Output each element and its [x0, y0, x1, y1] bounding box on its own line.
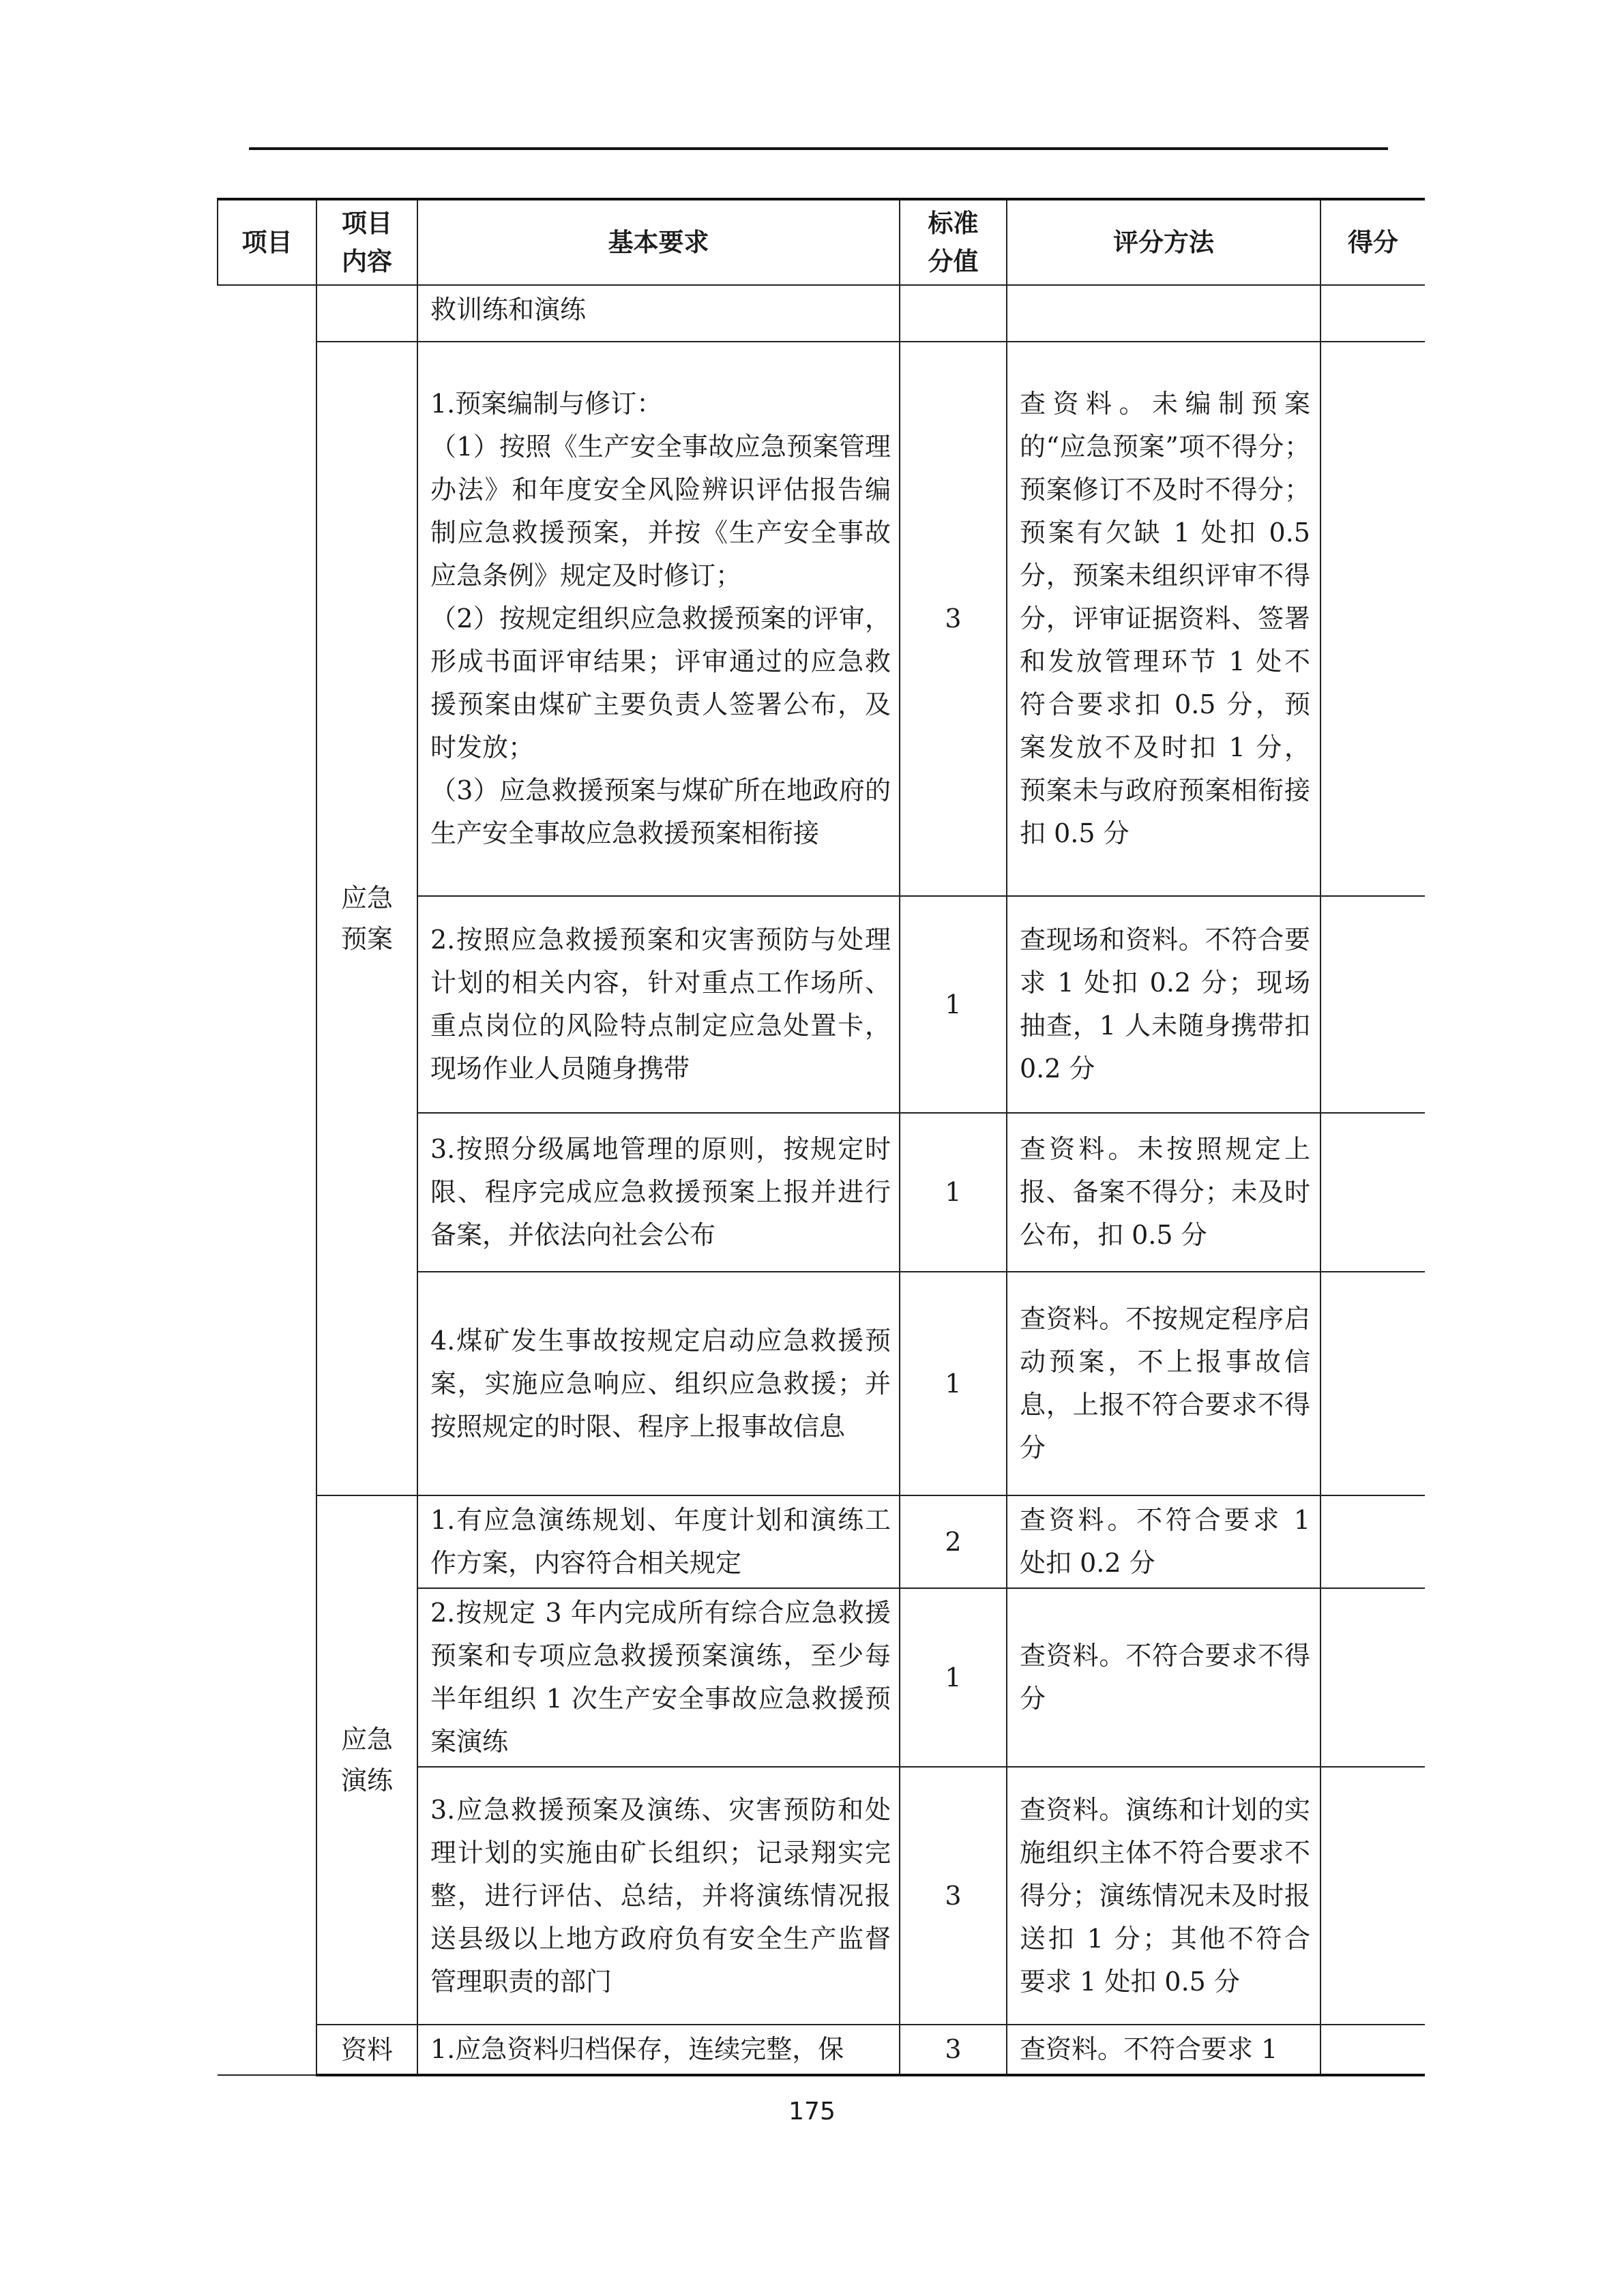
requirement-cell: 4.煤矿发生事故按规定启动应急救援预案，实施应急响应、组织应急救援；并按照规定的时限、程序上报事故信息 — [417, 1272, 900, 1495]
points-cell — [1320, 1495, 1425, 1588]
score-cell: 1 — [900, 1113, 1007, 1272]
points-cell — [1320, 896, 1425, 1113]
content-cell — [316, 285, 417, 342]
method-cell: 查资料。不符合要求 1 — [1007, 2025, 1320, 2075]
method-cell: 查资料。未按照规定上报、备案不得分；未及时公布，扣 0.5 分 — [1007, 1113, 1320, 1272]
score-cell: 2 — [900, 1495, 1007, 1588]
score-cell: 3 — [900, 1767, 1007, 2025]
requirement-cell: 1.有应急演练规划、年度计划和演练工作方案，内容符合相关规定 — [417, 1495, 900, 1588]
score-cell: 1 — [900, 1588, 1007, 1767]
score-cell: 3 — [900, 342, 1007, 896]
requirement-cell: 救训练和演练 — [417, 285, 900, 342]
points-cell — [1320, 1767, 1425, 2025]
header-score: 标准 分值 — [900, 199, 1007, 285]
method-cell: 查现场和资料。不符合要求 1 处扣 0.2 分；现场抽查，1 人未随身携带扣 0.2 分 — [1007, 896, 1320, 1113]
header-item: 项目 — [218, 199, 316, 285]
points-cell — [1320, 285, 1425, 342]
sub-item-drill: 应急 演练 — [316, 1495, 417, 2025]
table-row — [218, 342, 1425, 896]
score-cell: 1 — [900, 896, 1007, 1113]
score-cell: 3 — [900, 2025, 1007, 2075]
table-row — [218, 285, 1425, 342]
points-cell — [1320, 2025, 1425, 2075]
header-points: 得分 — [1320, 199, 1425, 285]
points-cell — [1320, 1588, 1425, 1767]
table-row — [218, 1495, 1425, 1588]
method-cell: 查资料。未编制预案的“应急预案”项不得分；预案修订不及时不得分；预案有欠缺 1 处扣 0.5 分，预案未组织评审不得分，评审证据资料、签署和发放管理环节 1 处不符合要求扣 0.5 分，预案发放不及时扣 1 分，预案未与政府预案相衔接扣 0.5 分 — [1007, 342, 1320, 896]
table-header — [218, 199, 1425, 285]
requirement-cell: 2.按照应急救援预案和灾害预防与处理计划的相关内容，针对重点工作场所、重点岗位的风险特点制定应急处置卡，现场作业人员随身携带 — [417, 896, 900, 1113]
method-cell — [1007, 285, 1320, 342]
points-cell — [1320, 1113, 1425, 1272]
table-row — [218, 2025, 1425, 2075]
score-cell: 1 — [900, 1272, 1007, 1495]
scoring-table — [217, 198, 1424, 2068]
header-content: 项目 内容 — [316, 199, 417, 285]
requirement-cell: 3.按照分级属地管理的原则，按规定时限、程序完成应急救援预案上报并进行备案，并依法向社会公布 — [417, 1113, 900, 1272]
method-cell: 查资料。不符合要求不得分 — [1007, 1588, 1320, 1767]
method-cell: 查资料。不按规定程序启动预案，不上报事故信息，上报不符合要求不得分 — [1007, 1272, 1320, 1495]
requirement-cell: 1.预案编制与修订： （1）按照《生产安全事故应急预案管理办法》和年度安全风险辨识评估报告编制应急救援预案，并按《生产安全事故应急条例》规定及时修订； （2）按规定组织应急救援预案的评审，形成书面评审结果；评审通过的应急救援预案由煤矿主要负责人签署公布，及时发放； （3）应急救援预案与煤矿所在地政府的生产安全事故应急救援预案相衔接 — [417, 342, 900, 896]
points-cell — [1320, 1272, 1425, 1495]
method-cell: 查资料。不符合要求 1 处扣 0.2 分 — [1007, 1495, 1320, 1588]
header-requirement: 基本要求 — [417, 199, 900, 285]
requirement-cell: 2.按规定 3 年内完成所有综合应急救援预案和专项应急救援预案演练，至少每半年组织 1 次生产安全事故应急救援预案演练 — [417, 1588, 900, 1767]
page-number: 175 — [788, 2098, 836, 2126]
method-cell: 查资料。演练和计划的实施组织主体不符合要求不得分；演练情况未及时报送扣 1 分；其他不符合要求 1 处扣 0.5 分 — [1007, 1767, 1320, 2025]
header-method: 评分方法 — [1007, 199, 1320, 285]
header-rule — [249, 147, 1388, 150]
sub-item-docs: 资料 — [316, 2025, 417, 2075]
score-cell — [900, 285, 1007, 342]
requirement-cell: 3.应急救援预案及演练、灾害预防和处理计划的实施由矿长组织；记录翔实完整，进行评估、总结，并将演练情况报送县级以上地方政府负有安全生产监督管理职责的部门 — [417, 1767, 900, 2025]
sub-item-plan: 应急 预案 — [316, 342, 417, 1495]
requirement-cell: 1.应急资料归档保存，连续完整，保 — [417, 2025, 900, 2075]
item-cell — [218, 285, 316, 2075]
points-cell — [1320, 342, 1425, 896]
